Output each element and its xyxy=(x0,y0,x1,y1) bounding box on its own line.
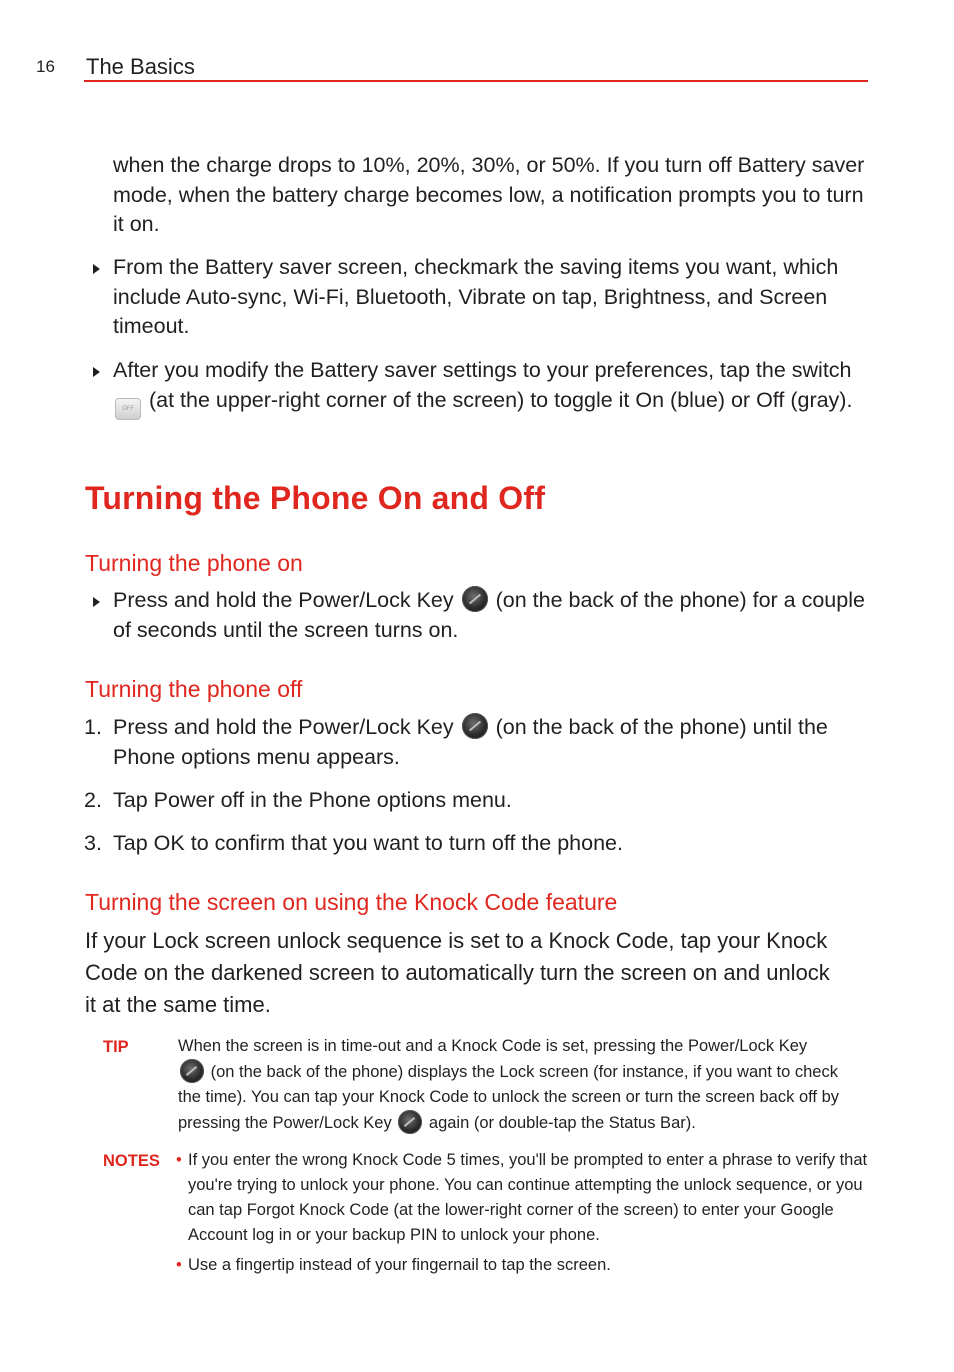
step-1-before: Press and hold the xyxy=(113,715,293,739)
note-1-part-1: If you enter the wrong Knock Code 5 times, you'll be prompted to enter a phrase to verify that you're trying to unlock your phone. You can continue attempting the unlock sequence, or you can tap xyxy=(188,1151,868,1219)
main-heading: Turning the Phone On and Off xyxy=(85,480,546,516)
tip-part-3: again (or double-tap the Status Bar). xyxy=(428,1114,696,1132)
tip-part-1: When the screen is in time-out and a Knock Code is set, pressing the xyxy=(178,1037,684,1055)
step-3-before: Tap xyxy=(113,831,148,855)
phone-off-step-2 xyxy=(113,786,873,816)
page-number: 16 xyxy=(36,57,55,76)
continued-paragraph: when the charge drops to 10%, 20%, 30%, or 50%. If you turn off Battery saver mode, when the battery charge becomes low, a notification prompts you to turn it on. xyxy=(113,153,865,236)
bullet-arrow-icon xyxy=(93,264,100,274)
power-lock-key-icon xyxy=(462,586,488,612)
battery-bullet-2 xyxy=(113,356,873,420)
ok-label: OK xyxy=(153,831,185,855)
phone-on-before: Press and hold the xyxy=(113,588,293,612)
power-off-label: Power off xyxy=(153,788,245,812)
power-lock-key-label: Power/Lock Key xyxy=(298,715,454,739)
step-number: 1. xyxy=(84,715,102,739)
phone-off-step-1 xyxy=(113,713,873,772)
power-lock-key-icon xyxy=(180,1059,204,1083)
step-1-after: (on the back of the phone) until the Phone options menu appears. xyxy=(113,715,828,769)
bullet-dot-icon: • xyxy=(176,1256,182,1274)
phone-on-heading: Turning the phone on xyxy=(85,550,303,576)
note-item-1 xyxy=(188,1148,868,1248)
forgot-knock-code-label: Forgot Knock Code xyxy=(246,1201,389,1219)
notes-label: NOTES xyxy=(103,1152,160,1170)
step-2-after: in the Phone options menu. xyxy=(250,788,512,812)
knock-code-body: If your Lock screen unlock sequence is set to a Knock Code, tap your Knock Code on the darkened screen to automatically turn the screen on and unlock it at the same time. xyxy=(85,928,830,1017)
battery-bullet-2-text-before: After you modify the Battery saver settings to your preferences, tap the switch xyxy=(113,358,852,382)
tip-part-2: (on the back of the phone) displays the Lock screen (for instance, if you want to check the time). You can tap your Knock Code to unlock the screen or turn the screen back off by pressing the xyxy=(178,1063,839,1132)
bullet-arrow-icon xyxy=(93,597,100,607)
battery-bullet-2-text-after: (at the upper-right corner of the screen) to toggle it On (blue) or Off (gray). xyxy=(148,387,853,412)
phone-on-after: (on the back of the phone) for a couple of seconds until the screen turns on. xyxy=(113,588,865,642)
bullet-arrow-icon xyxy=(93,367,100,377)
step-2-before: Tap xyxy=(113,788,148,812)
bullet-dot-icon: • xyxy=(176,1151,182,1169)
section-title: The Basics xyxy=(86,54,195,79)
note-1-part-2: (at the lower-right corner of the screen) to enter your Google Account log in or your backup PIN to unlock your phone. xyxy=(188,1201,834,1244)
header-divider xyxy=(84,80,868,82)
tip-label: TIP xyxy=(103,1038,129,1056)
battery-bullet-1: From the Battery saver screen, checkmark the saving items you want, which include Auto-sync, Wi-Fi, Bluetooth, Vibrate on tap, Brightness, and Screen timeout. xyxy=(113,255,839,338)
knock-code-heading: Turning the screen on using the Knock Code feature xyxy=(85,889,618,915)
phone-off-heading: Turning the phone off xyxy=(85,676,303,702)
power-lock-key-label: Power/Lock Key xyxy=(272,1114,392,1132)
power-lock-key-label: Power/Lock Key xyxy=(298,588,454,612)
power-lock-key-label: Power/Lock Key xyxy=(687,1037,808,1055)
step-3-after: to confirm that you want to turn off the phone. xyxy=(190,831,623,855)
phone-off-step-3 xyxy=(113,829,873,859)
tip-text xyxy=(178,1034,858,1136)
phone-on-instruction xyxy=(113,586,873,645)
step-number: 3. xyxy=(84,831,102,855)
power-lock-key-icon xyxy=(398,1110,422,1134)
toggle-switch-icon: OFF xyxy=(115,398,141,420)
step-number: 2. xyxy=(84,788,102,812)
power-lock-key-icon xyxy=(462,713,488,739)
note-item-2: Use a fingertip instead of your fingernail to tap the screen. xyxy=(188,1256,611,1274)
